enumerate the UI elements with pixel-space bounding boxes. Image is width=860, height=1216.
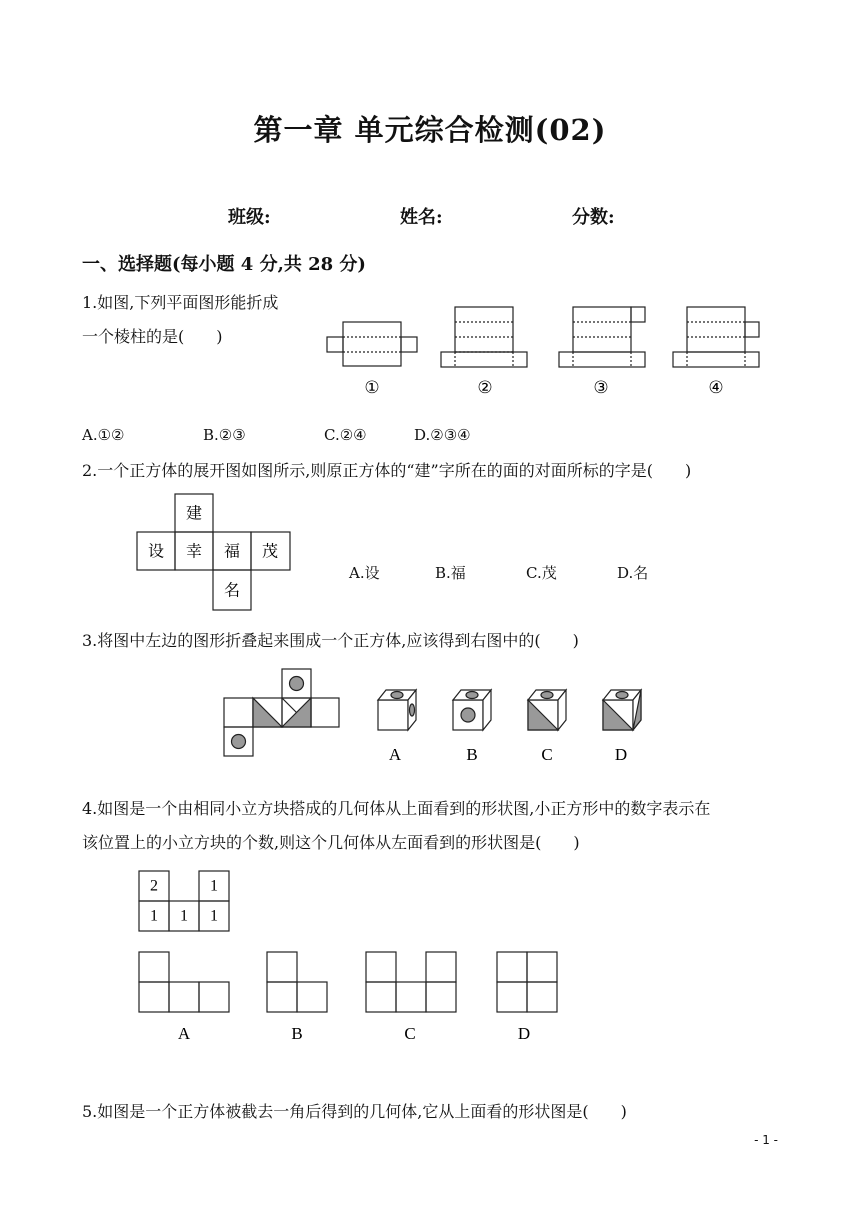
q2-text: 2.一个正方体的展开图如图所示,则原正方体的“建”字所在的面的对面所标的字是( ) (82, 461, 692, 480)
q3-label-b: B (466, 745, 478, 764)
score-label: 分数: (572, 207, 615, 228)
net-cell-4: 茂 (261, 541, 279, 561)
net-cell-top: 建 (185, 503, 203, 523)
q3-label-a: A (388, 745, 402, 764)
q1-fig-label-4: ④ (708, 378, 724, 397)
net-cell-3: 福 (223, 541, 241, 561)
q2-option-d[interactable]: D.名 (617, 564, 649, 582)
grid-num-bottom-3: 1 (210, 907, 218, 925)
q3-label-c: C (541, 745, 553, 764)
page-title: 第一章 单元综合检测(02) (253, 113, 607, 147)
q5-text: 5.如图是一个正方体被截去一角后得到的几何体,它从上面看的形状图是( ) (82, 1102, 627, 1121)
net-cell-2: 幸 (185, 541, 203, 561)
page-number: - 1 - (754, 1133, 778, 1147)
q2-option-c[interactable]: C.茂 (526, 564, 557, 582)
q1-option-d[interactable]: D.②③④ (414, 426, 471, 444)
grid-num-top-right: 1 (210, 877, 218, 895)
net-cell-1: 设 (147, 541, 165, 561)
class-label: 班级: (228, 207, 271, 228)
q4-option-b-figure (267, 952, 327, 1012)
grid-num-bottom-2: 1 (180, 907, 188, 925)
q4-line1: 4.如图是一个由相同小立方块搭成的几何体从上面看到的形状图,小正方形中的数字表示在 (82, 799, 711, 818)
q4-label-b: B (291, 1024, 303, 1043)
q4-option-d-figure (497, 952, 557, 1012)
q2-option-b[interactable]: B.福 (435, 564, 466, 582)
q4-option-c-figure (366, 952, 456, 1012)
name-label: 姓名: (400, 207, 443, 228)
q1-line2: 一个棱柱的是( ) (82, 327, 223, 346)
q1-fig-label-2: ② (477, 378, 493, 397)
section-heading: 一、选择题(每小题 4 分,共 28 分) (82, 254, 366, 275)
q1-line1: 1.如图,下列平面图形能折成 (82, 293, 279, 312)
q1-fig-label-3: ③ (593, 378, 609, 397)
q1-fig-label-1: ① (364, 378, 380, 397)
q4-label-a: A (177, 1024, 191, 1043)
q1-option-a[interactable]: A.①② (82, 426, 125, 444)
q2-option-a[interactable]: A.设 (349, 564, 380, 582)
grid-num-bottom-1: 1 (150, 907, 158, 925)
q4-option-a-figure (139, 952, 229, 1012)
q4-line2: 该位置上的小立方块的个数,则这个几何体从左面看到的形状图是( ) (82, 833, 580, 852)
q4-label-c: C (404, 1024, 416, 1043)
q4-label-d: D (517, 1024, 531, 1043)
q1-option-b[interactable]: B.②③ (203, 426, 246, 444)
q1-option-c[interactable]: C.②④ (324, 426, 367, 444)
grid-num-top-left: 2 (150, 877, 158, 895)
q3-text: 3.将图中左边的图形折叠起来围成一个正方体,应该得到右图中的( ) (82, 631, 579, 650)
net-cell-bottom: 名 (223, 580, 241, 600)
q3-label-d: D (614, 745, 628, 764)
